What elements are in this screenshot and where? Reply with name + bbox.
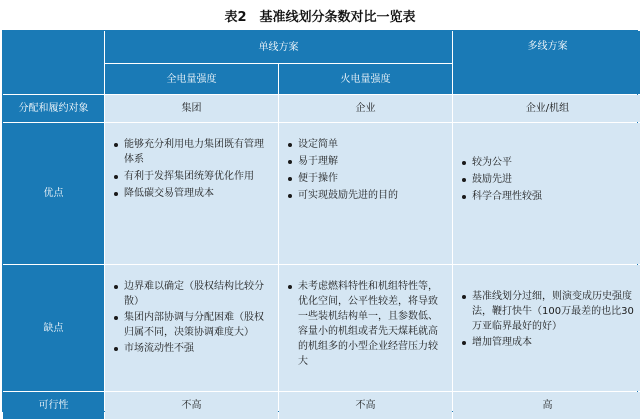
list-item: 设定简单 bbox=[287, 137, 398, 152]
list-item: 有利于发挥集团统筹优化作用 bbox=[113, 169, 270, 184]
cell-allocation-multi: 企业/机组 bbox=[453, 95, 640, 122]
comparison-table bbox=[2, 30, 638, 412]
list-item: 便于操作 bbox=[287, 171, 398, 186]
row-label-pros: 优点 bbox=[3, 123, 104, 264]
list-item: 较为公平 bbox=[461, 155, 542, 170]
header-thermal-power: 火电量强度 bbox=[279, 64, 452, 94]
cell-pros-thermal bbox=[279, 123, 452, 264]
list-item: 未考虑燃料特性和机组特性等，优化空间，公平性较差，将导致一些装机结构单一，且参数低、容量小的机组或者先天煤耗就高的机组多的小型企业经营压力较大 bbox=[287, 279, 444, 369]
cell-feasibility-multi: 高 bbox=[453, 392, 640, 419]
header-single-line: 单线方案 bbox=[105, 31, 452, 63]
table-title: 表2 基准线划分条数对比一览表 bbox=[224, 10, 416, 25]
cell-allocation-full: 集团 bbox=[105, 95, 278, 122]
cell-cons-thermal bbox=[279, 265, 452, 391]
row-label-cons: 缺点 bbox=[3, 265, 104, 391]
list-item: 降低碳交易管理成本 bbox=[113, 186, 270, 201]
list-item: 鼓励先进 bbox=[461, 172, 542, 187]
list-item: 能够充分利用电力集团既有管理体系 bbox=[113, 137, 270, 167]
list-item: 基准线划分过细，则演变成历史强度法，鞭打快牛（100万最差的也比30万亚临界最好的好） bbox=[461, 289, 634, 334]
list-item: 增加管理成本 bbox=[461, 335, 634, 350]
header-full-power: 全电量强度 bbox=[105, 64, 278, 94]
cell-cons-multi bbox=[453, 265, 640, 391]
cell-pros-full bbox=[105, 123, 278, 264]
header-corner bbox=[3, 31, 104, 94]
cell-feasibility-full: 不高 bbox=[105, 392, 278, 419]
list-item: 边界难以确定（股权结构比较分散） bbox=[113, 279, 270, 309]
list-item: 易于理解 bbox=[287, 154, 398, 169]
cell-pros-multi bbox=[453, 123, 640, 264]
cell-cons-full bbox=[105, 265, 278, 391]
cell-allocation-thermal: 企业 bbox=[279, 95, 452, 122]
row-label-allocation: 分配和履约对象 bbox=[3, 95, 104, 122]
list-item: 科学合理性较强 bbox=[461, 189, 542, 204]
row-label-feasibility: 可行性 bbox=[3, 392, 104, 419]
header-multi-line: 多线方案 bbox=[453, 31, 640, 94]
cell-feasibility-thermal: 不高 bbox=[279, 392, 452, 419]
list-item: 集团内部协调与分配困难（股权归属不同，决策协调难度大） bbox=[113, 310, 270, 340]
list-item: 市场流动性不强 bbox=[113, 341, 270, 356]
list-item: 可实现鼓励先进的目的 bbox=[287, 188, 398, 203]
